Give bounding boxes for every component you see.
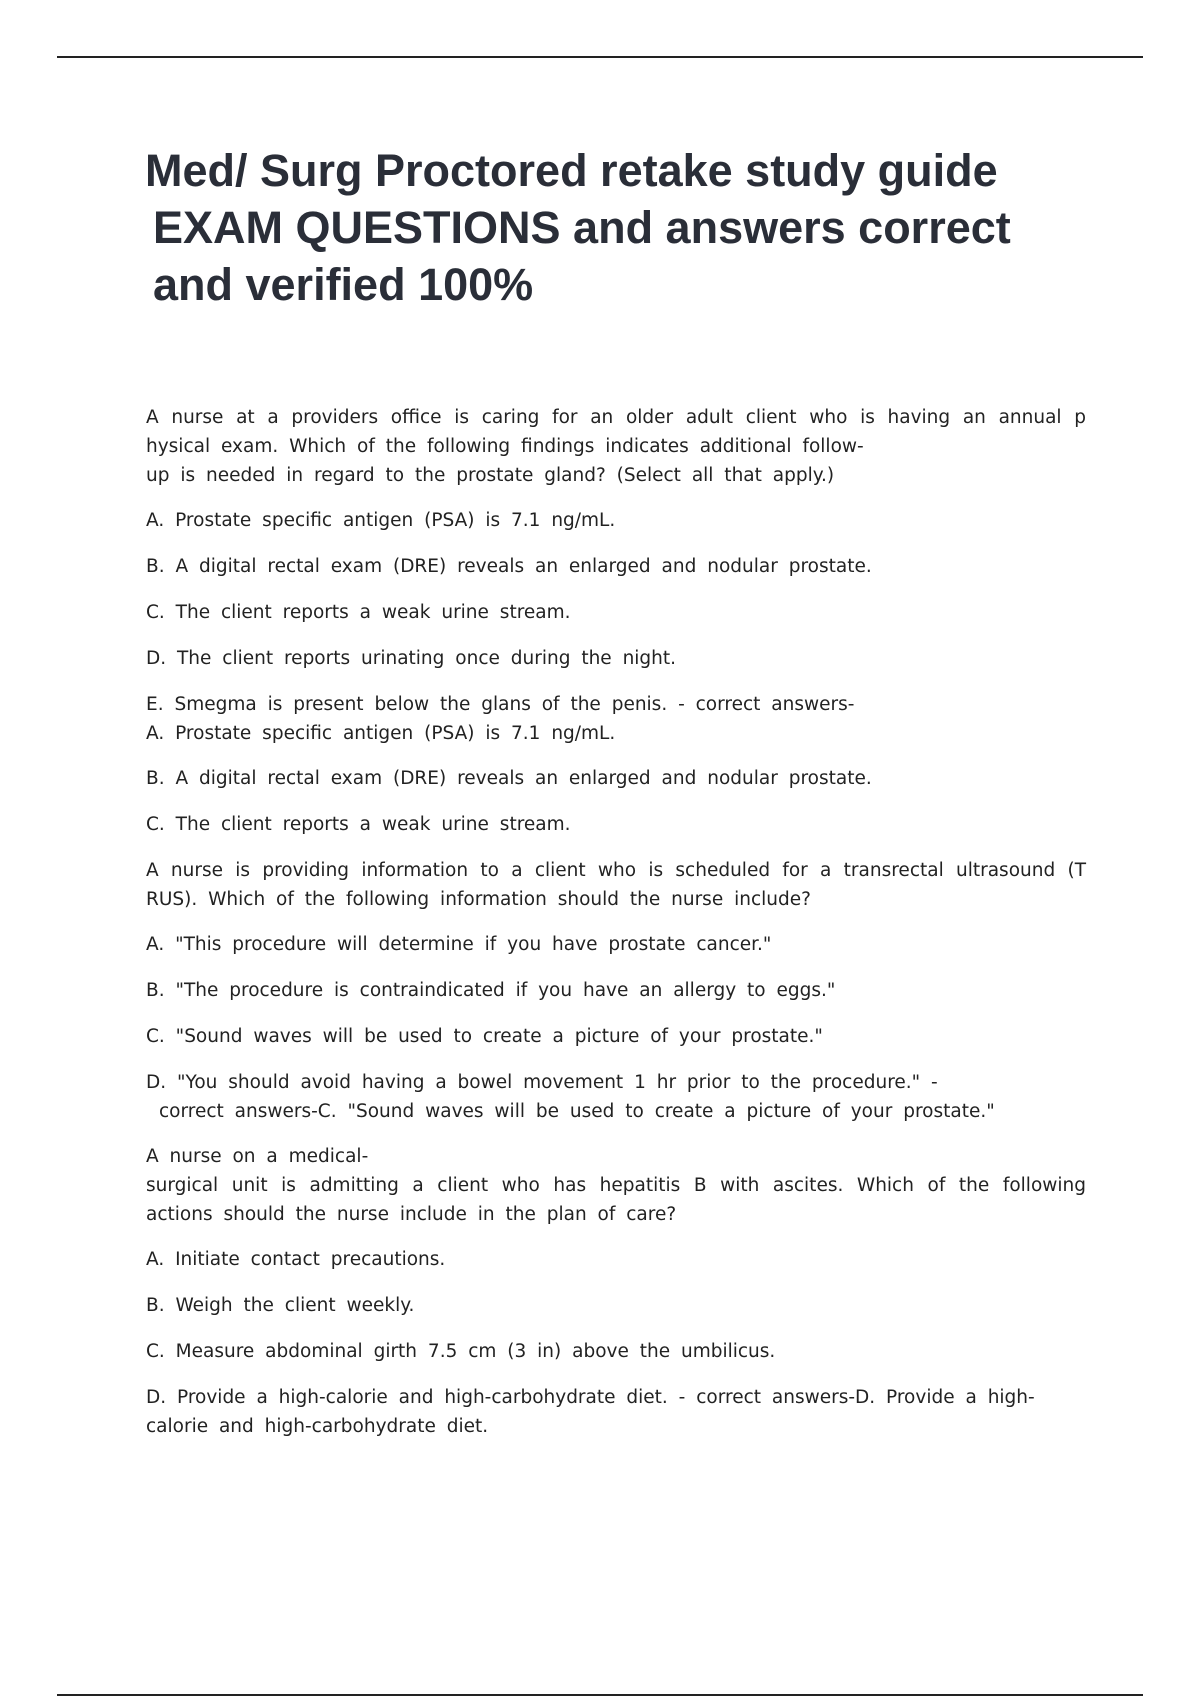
question-2-stem-line-2: RUS). Which of the following information should the nurse include? — [146, 889, 811, 910]
question-3-option-c: C. Measure abdominal girth 7.5 cm (3 in) above the umbilicus. — [146, 1341, 776, 1362]
question-3-option-d-text: D. Provide a high-calorie and high-carbohydrate diet. - correct answers-D. Provide a high- — [146, 1387, 1035, 1408]
question-1-answer-c: C. The client reports a weak urine stream. — [146, 814, 571, 835]
question-1-stem-line-2: hysical exam. Which of the following findings indicates additional follow- — [146, 436, 864, 457]
question-2-stem-line-1: A nurse is providing information to a client who is scheduled for a transrectal ultrasound (T — [146, 860, 1086, 881]
top-divider — [57, 56, 1143, 58]
question-1-option-a: A. Prostate specific antigen (PSA) is 7.1 ng/mL. — [146, 510, 616, 531]
question-2-option-b: B. "The procedure is contraindicated if you have an allergy to eggs." — [146, 980, 836, 1001]
question-3-option-b: B. Weigh the client weekly. — [146, 1295, 415, 1316]
question-1-answer-a: A. Prostate specific antigen (PSA) is 7.1 ng/mL. — [146, 723, 616, 744]
question-1-option-d: D. The client reports urinating once during the night. — [146, 648, 677, 669]
question-1-option-e: E. Smegma is present below the glans of the penis. - correct answers- — [146, 694, 855, 715]
question-3-stem-line-3: actions should the nurse include in the plan of care? — [146, 1204, 677, 1225]
question-1-stem-line-1: A nurse at a providers office is caring for an older adult client who is having an annual p — [146, 407, 1086, 428]
question-1-option-c: C. The client reports a weak urine stream. — [146, 602, 571, 623]
page-title — [145, 142, 1095, 313]
question-3-option-a: A. Initiate contact precautions. — [146, 1249, 446, 1270]
question-2-option-d-text: D. "You should avoid having a bowel movement 1 hr prior to the procedure." - — [146, 1072, 938, 1093]
question-3-option-d-continued: calorie and high-carbohydrate diet. — [146, 1416, 489, 1437]
question-3-stem — [146, 1142, 1086, 1229]
question-2-option-c: C. "Sound waves will be used to create a picture of your prostate." — [146, 1026, 823, 1047]
title-line-2: EXAM QUESTIONS and answers correct — [153, 202, 1011, 253]
bottom-divider — [57, 1694, 1143, 1696]
question-2-option-a: A. "This procedure will determine if you have prostate cancer." — [146, 934, 772, 955]
question-1-stem-line-3: up is needed in regard to the prostate gland? (Select all that apply.) — [146, 465, 835, 486]
title-line-3: and verified 100% — [153, 259, 534, 310]
question-2-answer: correct answers-C. "Sound waves will be used to create a picture of your prostate." — [159, 1101, 995, 1122]
question-3-stem-line-1: A nurse on a medical- — [146, 1146, 369, 1167]
question-2-option-d — [146, 1068, 1086, 1126]
question-1-stem — [146, 403, 1086, 490]
question-1-answer-b: B. A digital rectal exam (DRE) reveals an enlarged and nodular prostate. — [146, 768, 872, 789]
question-3-option-d — [146, 1383, 1086, 1441]
question-3-stem-line-2: surgical unit is admitting a client who has hepatitis B with ascites. Which of the following — [146, 1175, 1086, 1196]
document-body — [146, 403, 1086, 1457]
title-line-1: Med/ Surg Proctored retake study guide — [145, 145, 998, 196]
question-2-stem — [146, 856, 1086, 914]
question-1-option-b: B. A digital rectal exam (DRE) reveals an enlarged and nodular prostate. — [146, 556, 872, 577]
